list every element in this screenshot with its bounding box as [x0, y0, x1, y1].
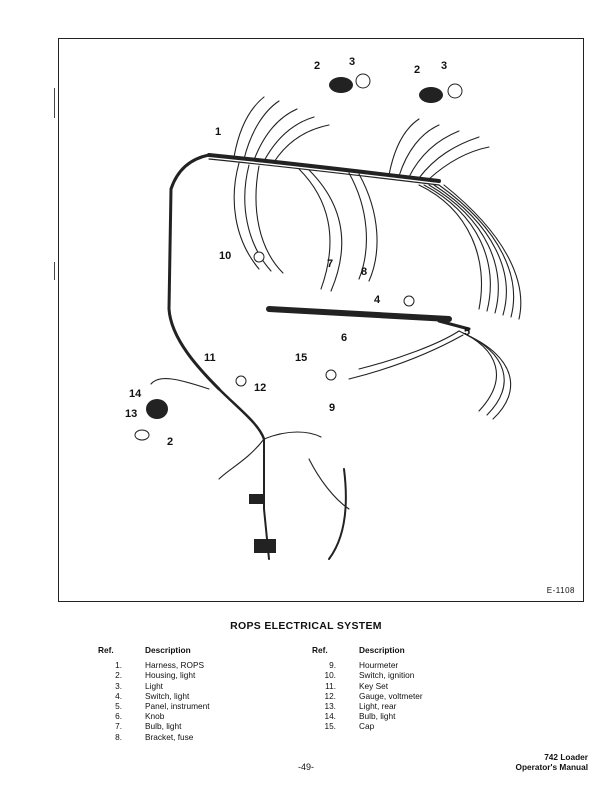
legend-row	[98, 691, 210, 701]
legend-ref: 2.	[115, 670, 122, 681]
legend-description: Panel, instrument	[145, 701, 210, 712]
callout-1: 1	[215, 126, 222, 138]
legend-ref: 4.	[115, 690, 122, 701]
legend-description: Cap	[359, 721, 375, 732]
legend-row	[98, 701, 210, 711]
callout-13: 13	[125, 408, 138, 420]
callout-2-lower: 2	[167, 436, 174, 448]
legend-ref: 1.	[115, 660, 122, 671]
legend-description: Knob	[145, 711, 165, 722]
callout-10: 10	[219, 250, 232, 262]
wiring-diagram	[59, 39, 585, 603]
legend-row	[312, 681, 423, 691]
callout-2-right: 2	[414, 64, 421, 76]
legend-description: Switch, ignition	[359, 670, 415, 681]
legend-header	[98, 645, 210, 655]
ref-header: Ref.	[312, 645, 328, 655]
legend-ref: 11.	[325, 680, 336, 691]
callout-2: 2	[314, 60, 321, 72]
parts-legend-right	[312, 645, 423, 732]
callout-9: 9	[329, 402, 336, 414]
legend-row	[312, 721, 423, 731]
ref-header: Ref.	[98, 645, 114, 655]
legend-row	[98, 721, 210, 731]
legend-ref: 15.	[324, 721, 336, 732]
legend-ref: 5.	[115, 701, 122, 712]
callout-3-right: 3	[441, 60, 448, 72]
parts-legend-left	[98, 645, 210, 742]
callout-14: 14	[129, 388, 142, 400]
legend-ref: 3.	[115, 680, 122, 691]
callout-4: 4	[374, 294, 381, 306]
footer-line-1: 742 Loader	[544, 752, 588, 762]
callout-6: 6	[341, 332, 348, 344]
page-number: -49-	[297, 762, 314, 772]
callout-12: 12	[254, 382, 267, 394]
legend-ref: 7.	[115, 721, 122, 732]
legend-description: Housing, light	[145, 670, 196, 681]
callout-3: 3	[349, 56, 356, 68]
legend-description: Bracket, fuse	[145, 731, 194, 742]
legend-ref: 12.	[324, 690, 336, 701]
legend-ref: 9.	[329, 660, 336, 671]
legend-description: Hourmeter	[359, 660, 399, 671]
legend-ref: 13.	[324, 701, 336, 712]
legend-description: Gauge, voltmeter	[359, 690, 423, 701]
legend-row	[98, 711, 210, 721]
legend-ref: 8.	[115, 731, 122, 742]
legend-ref: 14.	[324, 711, 336, 722]
legend-description: Switch, light	[145, 690, 190, 701]
footer-line-2: Operator's Manual	[515, 762, 588, 772]
legend-ref: 6.	[115, 711, 122, 722]
legend-description: Key Set	[359, 680, 389, 691]
legend-row	[312, 670, 423, 680]
legend-description: Bulb, light	[145, 721, 182, 732]
callout-11: 11	[204, 352, 216, 364]
legend-description: Bulb, light	[359, 711, 396, 722]
legend-row	[98, 670, 210, 680]
figure-code: E-1108	[546, 586, 575, 595]
legend-row	[312, 711, 423, 721]
figure-frame	[58, 38, 584, 602]
legend-row	[98, 681, 210, 691]
legend-row	[98, 732, 210, 742]
legend-row	[98, 660, 210, 670]
callout-8: 8	[361, 266, 368, 278]
legend-ref: 10.	[324, 670, 336, 681]
callout-7: 7	[327, 258, 334, 270]
section-title: ROPS ELECTRICAL SYSTEM	[230, 620, 382, 632]
callout-15: 15	[295, 352, 308, 364]
margin-mark	[54, 88, 55, 118]
legend-description: Light	[145, 680, 163, 691]
legend-description: Light, rear	[359, 701, 397, 712]
footer-manual-title	[515, 752, 588, 772]
margin-mark	[54, 262, 55, 280]
description-header: Description	[145, 645, 191, 655]
callout-5: 5	[464, 326, 471, 338]
legend-header	[312, 645, 423, 655]
legend-description: Harness, ROPS	[145, 660, 205, 671]
description-header: Description	[359, 645, 405, 655]
legend-row	[312, 660, 423, 670]
legend-row	[312, 701, 423, 711]
legend-row	[312, 691, 423, 701]
